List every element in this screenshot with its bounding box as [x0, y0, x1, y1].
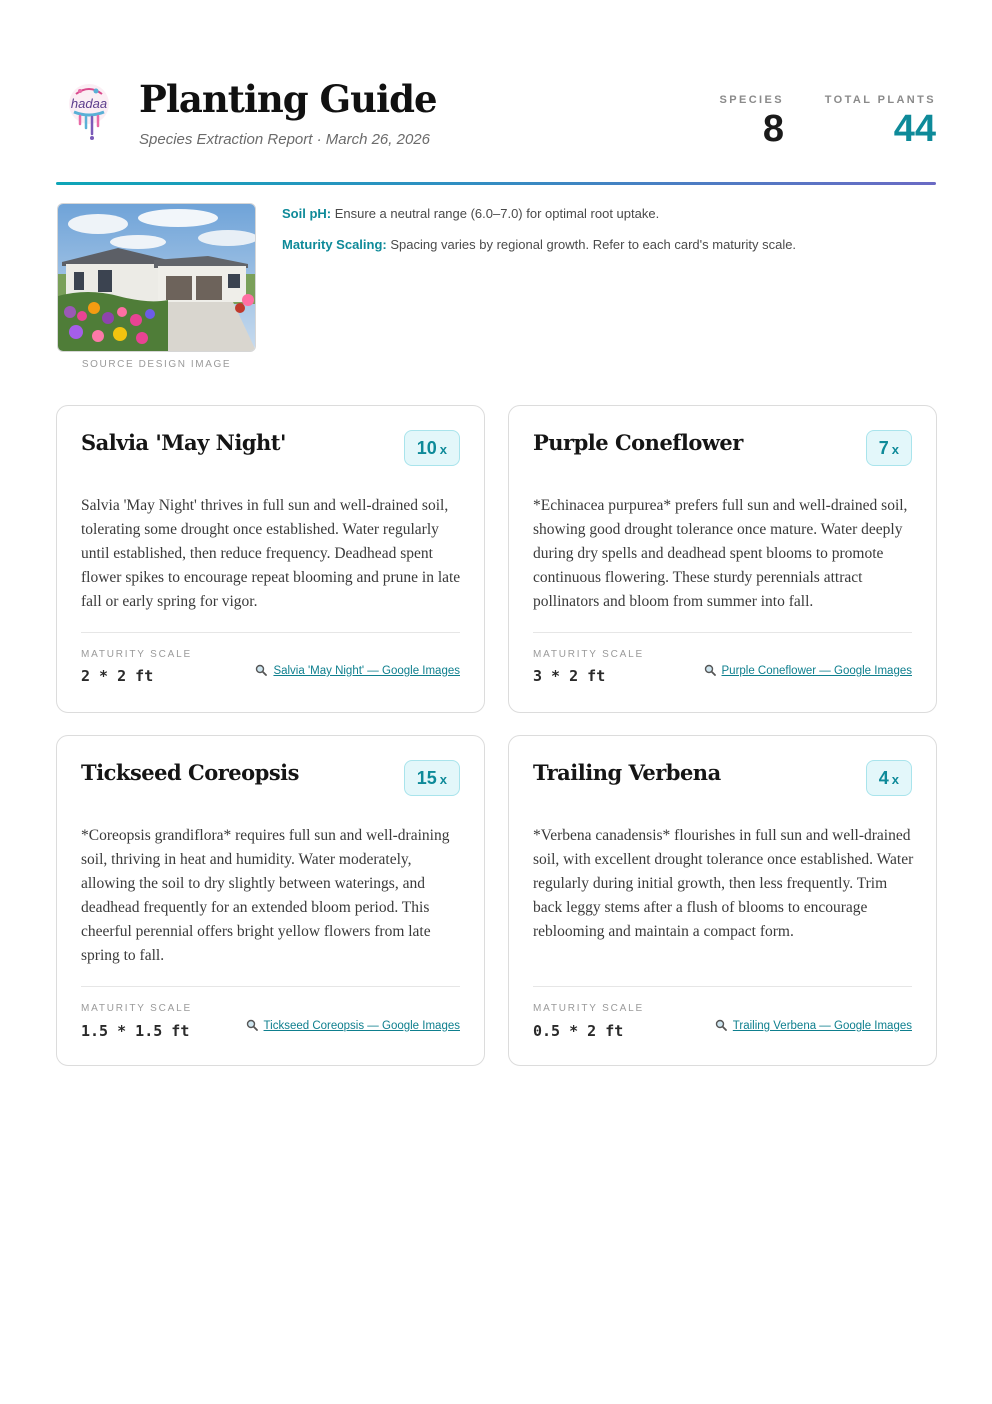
- page-subtitle: Species Extraction Report · March 26, 2026: [139, 131, 430, 148]
- maturity-scale-value: 2 * 2 ft: [81, 667, 154, 685]
- species-stat-label: SPECIES: [719, 94, 784, 106]
- google-images-link-text[interactable]: Tickseed Coreopsis — Google Images: [263, 1020, 460, 1032]
- page-title: Planting Guide: [139, 77, 437, 121]
- plant-description: *Echinacea purpurea* prefers full sun and well-drained soil, showing good drought tolerance once mature. Water deeply during dry spells and deadhead spent blooms to promote continuous flowering. These sturdy perennials attract pollinators and bloom from summer into fall.: [533, 497, 908, 610]
- total-plants-stat-label: TOTAL PLANTS: [824, 94, 936, 106]
- plant-name: Salvia 'May Night': [81, 430, 286, 455]
- total-plants-stat-value: 44: [893, 108, 936, 150]
- google-images-link[interactable]: [704, 664, 913, 679]
- card-divider: [533, 986, 912, 987]
- plant-card-tickseed-coreopsis: [56, 735, 485, 1066]
- note-maturity-scaling-text: Spacing varies by regional growth. Refer to each card's maturity scale.: [390, 237, 797, 252]
- plant-description: Salvia 'May Night' thrives in full sun and well-drained soil, tolerating some drought once established. Water regularly until established, then reduce frequency. Deadhead spent flower spikes to encourage repeat blooming and prune in late fall or early spring for vigor.: [81, 497, 461, 610]
- plant-card-trailing-verbena: [508, 735, 937, 1066]
- maturity-scale-value: 3 * 2 ft: [533, 667, 606, 685]
- maturity-scale-label: MATURITY SCALE: [533, 649, 644, 660]
- google-images-link-text[interactable]: Trailing Verbena — Google Images: [732, 1020, 912, 1032]
- quantity-suffix: x: [891, 442, 899, 457]
- plant-name: Trailing Verbena: [533, 760, 721, 785]
- maturity-scale-value: 1.5 * 1.5 ft: [81, 1022, 190, 1040]
- quantity-suffix: x: [891, 772, 899, 787]
- plant-card-salvia: [56, 405, 485, 713]
- google-images-link-text[interactable]: Purple Coneflower — Google Images: [721, 665, 912, 677]
- total-plants-stat: [825, 94, 936, 148]
- quantity-badge: [866, 430, 912, 466]
- quantity-value: 4: [878, 768, 889, 788]
- plant-description: *Verbena canadensis* flourishes in full sun and well-drained soil, with excellent drought tolerance once established. Water regularly during initial growth, then less frequently. Trim back leggy stems after a flush of blooms to encourage reblooming and maintain a compact form.: [533, 827, 914, 940]
- magnifier-icon: [704, 664, 716, 679]
- svg-text:hadaa: hadaa: [70, 96, 108, 111]
- species-stat-value: 8: [762, 108, 784, 150]
- notes-panel: [282, 205, 936, 267]
- report-header: [56, 76, 936, 166]
- maturity-scale-label: MATURITY SCALE: [81, 1003, 192, 1014]
- magnifier-icon: [715, 1019, 727, 1034]
- hadaa-logo: [66, 82, 112, 146]
- note-maturity-scaling: [282, 236, 936, 253]
- google-images-link[interactable]: [255, 664, 460, 679]
- plant-name: Purple Coneflower: [533, 430, 743, 455]
- magnifier-icon: [246, 1019, 258, 1034]
- plant-name: Tickseed Coreopsis: [81, 760, 299, 785]
- note-soil-ph: [282, 205, 936, 222]
- quantity-badge: [404, 430, 460, 466]
- quantity-value: 15: [416, 768, 437, 788]
- card-divider: [533, 632, 912, 633]
- quantity-value: 7: [878, 438, 889, 458]
- quantity-suffix: x: [439, 442, 447, 457]
- quantity-badge: [404, 760, 460, 796]
- maturity-scale-label: MATURITY SCALE: [81, 649, 192, 660]
- note-maturity-scaling-key: Maturity Scaling:: [282, 237, 387, 252]
- quantity-value: 10: [416, 438, 437, 458]
- quantity-badge: [866, 760, 912, 796]
- maturity-scale-label: MATURITY SCALE: [533, 1003, 644, 1014]
- google-images-link-text[interactable]: Salvia 'May Night' — Google Images: [273, 665, 460, 677]
- plant-description: *Coreopsis grandiflora* requires full sun and well-draining soil, thriving in heat and humidity. Water moderately, allowing the soil to dry slightly between waterings, and deadhead frequently for an extended bloom period. This cheerful perennial offers bright yellow flowers from late spring to fall.: [81, 827, 450, 964]
- card-divider: [81, 986, 460, 987]
- magnifier-icon: [255, 664, 267, 679]
- plant-card-purple-coneflower: [508, 405, 937, 713]
- header-divider: [56, 182, 936, 185]
- note-soil-ph-key: Soil pH:: [282, 206, 332, 221]
- maturity-scale-value: 0.5 * 2 ft: [533, 1022, 624, 1040]
- google-images-link[interactable]: [246, 1019, 460, 1034]
- quantity-suffix: x: [439, 772, 447, 787]
- source-design-image: [57, 203, 256, 352]
- google-images-link[interactable]: [715, 1019, 912, 1034]
- source-image-caption: SOURCE DESIGN IMAGE: [81, 359, 232, 370]
- card-divider: [81, 632, 460, 633]
- species-stat: [720, 94, 785, 148]
- note-soil-ph-text: Ensure a neutral range (6.0–7.0) for optimal root uptake.: [334, 206, 660, 221]
